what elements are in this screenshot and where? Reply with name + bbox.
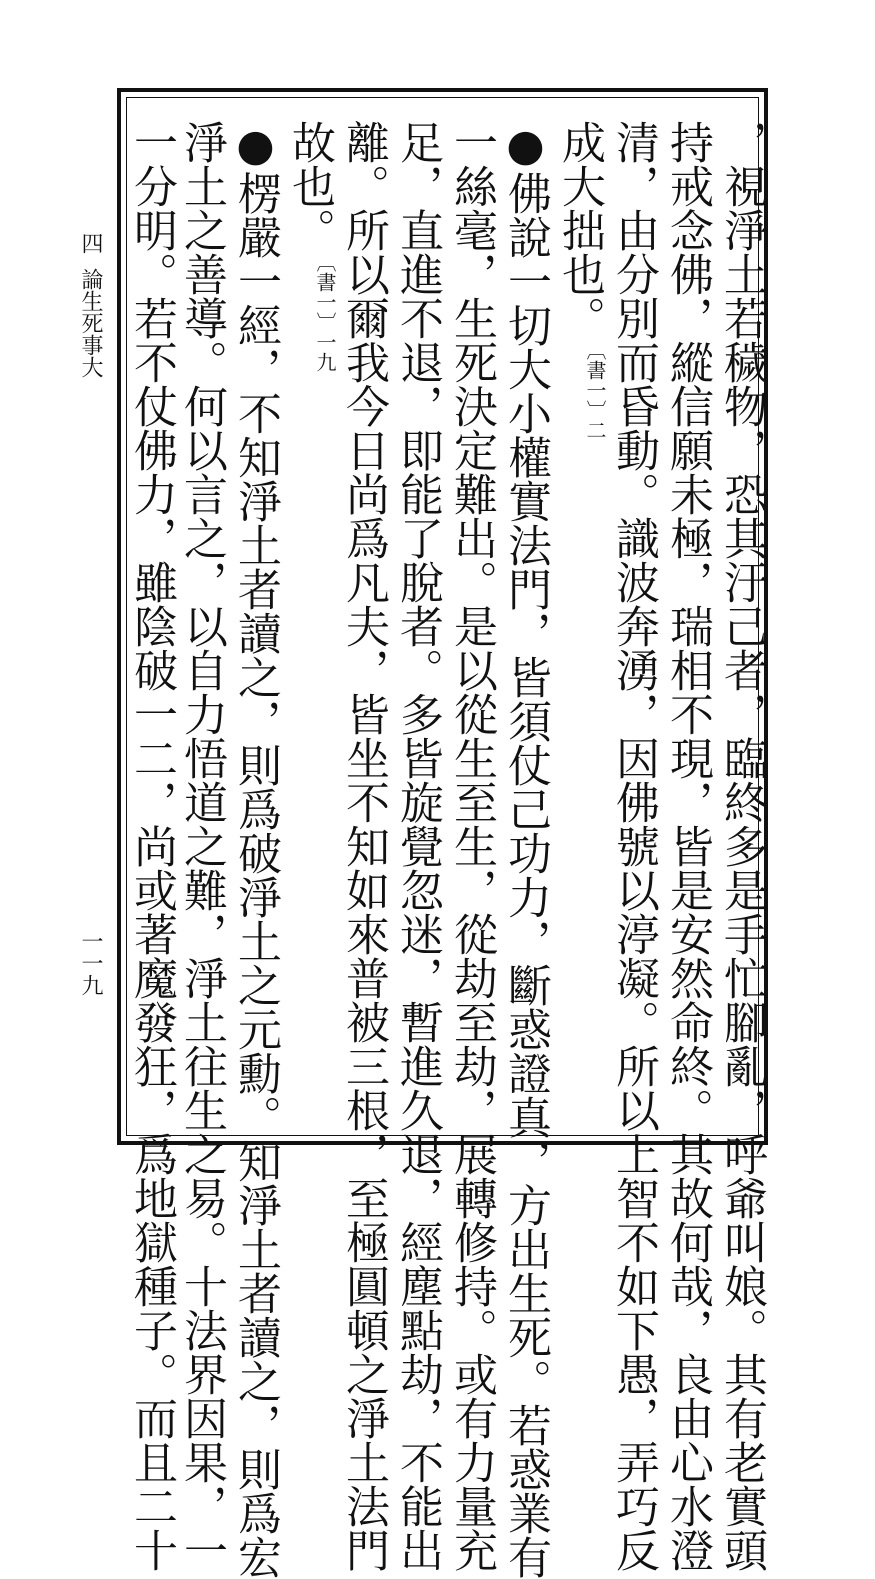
source-note-2: 〔書一〕一九: [313, 252, 337, 372]
text-column-2: 持戒念佛，縱信願未極，瑞相不現，皆是安然命終。其故何哉，良由心水澄: [662, 120, 713, 1572]
chapter-title: 論生死事大: [78, 268, 103, 378]
text-column-7: 足，直進不退，即能了脫者。多皆旋覺忽迷，暫進久退，經塵點劫，不能出: [392, 120, 443, 1572]
text-column-9-body: 故也。: [284, 120, 335, 252]
text-column-1: ，視淨土若穢物，恐其汙己者，臨終多是手忙腳亂，呼爺叫娘。其有老實頭: [716, 120, 767, 1572]
page-number: 一一九: [78, 930, 103, 996]
text-column-5: ●佛說一切大小權實法門，皆須仗己功力，斷惑證真，方出生死。若惑業有: [500, 120, 551, 1579]
source-note-1: 〔書一〕二: [583, 340, 607, 440]
text-column-9: [282, 120, 336, 1130]
chapter-number: 四: [78, 232, 103, 254]
text-column-12: 一分明。若不仗佛力，雖陰破一二，尚或著魔發狂，爲地獄種子。而且二十: [126, 120, 177, 1572]
text-column-4-body: 成大拙也。: [554, 120, 605, 340]
text-column-10: ●楞嚴一經，不知淨土者讀之，則爲破淨土之元勳。知淨土者讀之，則爲宏: [230, 120, 281, 1579]
text-column-11: 淨土之善導。何以言之，以自力悟道之難，淨土往生之易。十法界因果，一: [176, 120, 227, 1572]
text-column-3: 清，由分別而昏動。識波奔湧，因佛號以渟凝。所以上智不如下愚，弄巧反: [608, 120, 659, 1572]
text-column-4: [552, 120, 606, 1130]
text-column-6: 一絲毫，生死決定難出。是以從生至生，從劫至劫，展轉修持。或有力量充: [446, 120, 497, 1572]
text-column-8: 離。所以爾我今日尚爲凡夫，皆坐不知如來普被三根，至極圓頓之淨土法門: [338, 120, 389, 1572]
